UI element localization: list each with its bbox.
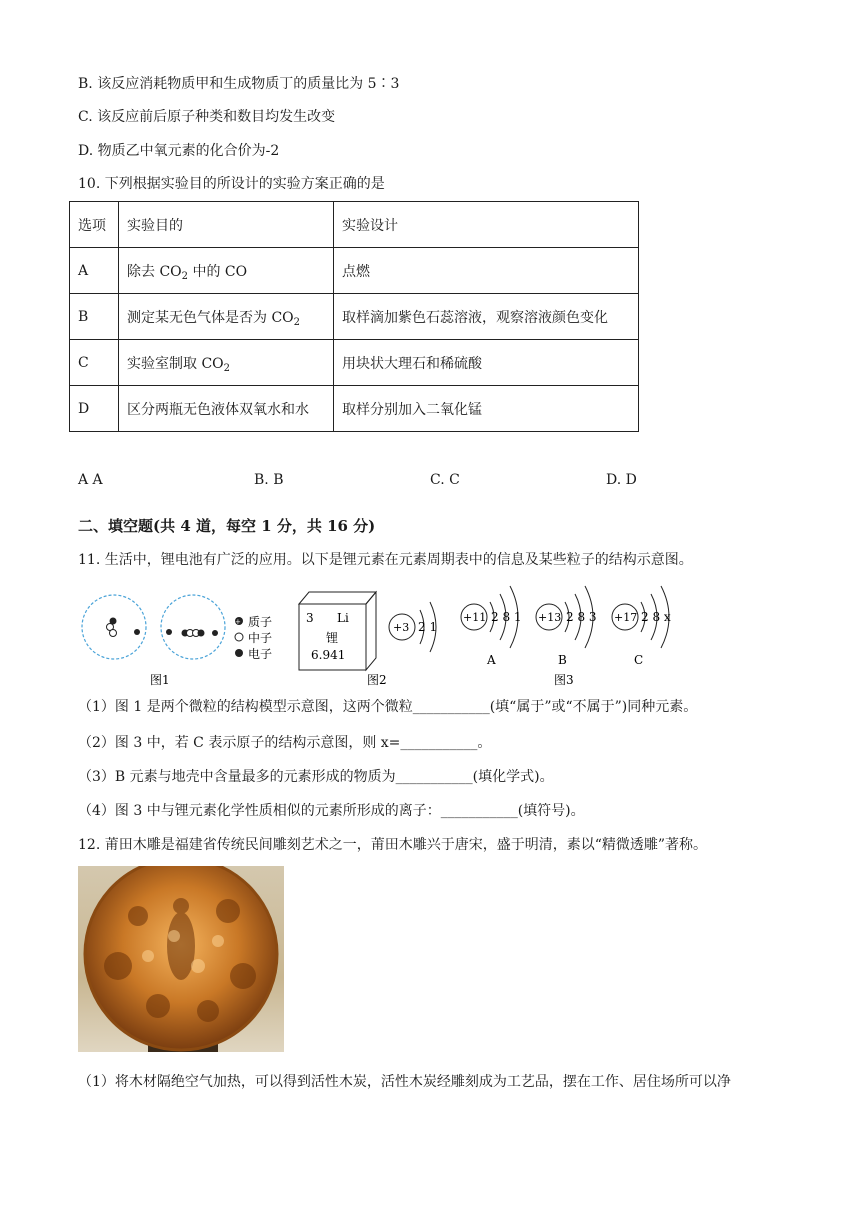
header-purpose: 实验目的 [119,202,334,248]
element-symbol: Li [337,611,349,625]
q10-table [69,201,639,432]
choice-c: C. C [430,472,460,488]
row-purpose: 区分两瓶无色液体双氧水和水 [119,386,334,432]
atom-c-label: C [634,653,644,667]
table-header-row [70,202,639,248]
legend-proton: 质子 [248,615,273,629]
row-design: 用块状大理石和稀硫酸 [334,340,639,386]
q11-question-3: （3）B 元素与地壳中含量最多的元素形成的物质为___________(填化学式)。 [78,769,554,785]
li-shells: 2 1 [418,620,438,634]
row-option: D [70,386,119,432]
table-row [70,386,639,432]
table-row [70,340,639,386]
row-design: 取样分别加入二氧化锰 [334,386,639,432]
atom-b-shells: 2 8 3 [566,610,597,624]
svg-text:+: + [235,618,241,626]
choice-d: D. D [606,472,637,488]
q11-question-4: （4）图 3 中与锂元素化学性质相似的元素所形成的离子：___________(填符号)。 [78,803,585,819]
header-option: 选项 [70,202,119,248]
element-mass: 6.941 [311,648,346,662]
q10-stem: 10. 下列根据实验目的所设计的实验方案正确的是 [78,176,385,192]
figure-1 [82,595,272,687]
q9-option-c: C. 该反应前后原子种类和数目均发生改变 [78,109,336,125]
legend-electron: 电子 [248,647,273,661]
choice-b: B. B [254,472,284,488]
row-purpose: 实验室制取 $CO_2$ [119,340,334,386]
atom-b-label: B [558,653,567,667]
atom-b-nucleus: +13 [538,611,562,624]
section-title: 二、填空题(共 4 道，每空 1 分，共 16 分) [78,517,376,535]
row-option: B [70,294,119,340]
row-design: 取样滴加紫色石蕊溶液，观察溶液颜色变化 [334,294,639,340]
q11-question-1: （1）图 1 是两个微粒的结构模型示意图，这两个微粒___________(填“属于”或“不属于”)同种元素。 [78,699,698,715]
row-option: C [70,340,119,386]
table-row [70,294,639,340]
q12-stem: 12. 莆田木雕是福建省传统民间雕刻艺术之一，莆田木雕兴于唐宋，盛于明清，素以“精微透雕”著称。 [78,837,708,853]
atom-c-nucleus: +17 [614,611,638,624]
li-nucleus: +3 [393,621,410,634]
atom-a-shells: 2 8 1 [491,610,522,624]
row-purpose: 除去 $CO_2$ 中的 CO [119,248,334,294]
q12-question-1: （1）将木材隔绝空气加热，可以得到活性木炭，活性木炭经雕刻成为工艺品，摆在工作、居住场所可以净 [78,1074,731,1090]
atom-a-label: A [487,653,496,667]
q9-option-b: B. 该反应消耗物质甲和生成物质丁的质量比为 5∶3 [78,76,400,92]
row-option: A [70,248,119,294]
element-number: 3 [306,611,314,625]
fig2-caption: 图2 [367,673,387,687]
figure-3 [389,586,671,687]
atom-a-nucleus: +11 [463,611,487,624]
table-row [70,248,639,294]
row-design: 点燃 [334,248,639,294]
q11-figures [70,580,790,690]
element-name: 锂 [326,631,339,645]
fig3-caption: 图3 [554,673,574,687]
row-purpose: 测定某无色气体是否为 $CO_2$ [119,294,334,340]
atom-c-shells: 2 8 x [641,610,671,624]
q11-question-2: （2）图 3 中，若 C 表示原子的结构示意图，则 x=___________。 [78,735,492,751]
q9-option-d: D. 物质乙中氧元素的化合价为-2 [78,143,280,159]
legend-neutron: 中子 [248,631,273,645]
header-design: 实验设计 [334,202,639,248]
figure-2 [299,592,387,687]
q11-stem: 11. 生活中，锂电池有广泛的应用。以下是锂元素在元素周期表中的信息及某些粒子的结构示意图。 [78,552,693,568]
fig1-caption: 图1 [150,673,170,687]
wood-carving-photo [78,866,284,1052]
choice-a: A A [78,472,103,488]
